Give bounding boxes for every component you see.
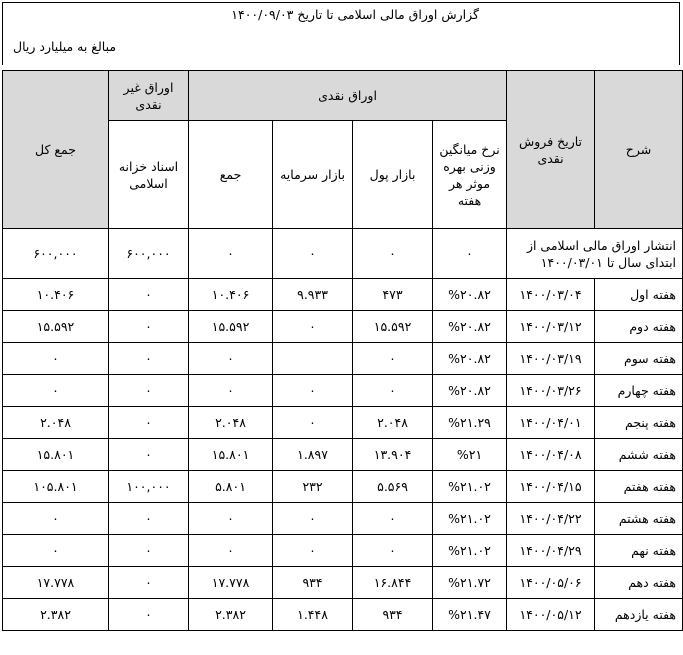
cell-grand-total: ۶۰۰,۰۰۰ xyxy=(3,229,109,279)
cell-sale-date: ۱۴۰۰/۰۳/۱۲ xyxy=(507,311,595,343)
cell-treasury-bonds: ۰ xyxy=(109,599,189,631)
cell-rate: %۲۱.۷۲ xyxy=(433,567,507,599)
cell-capital-market: ۹۳۴ xyxy=(273,567,353,599)
cell-grand-total: ۲.۳۸۲ xyxy=(3,599,109,631)
cell-grand-total: ۰ xyxy=(3,535,109,567)
cell-grand-total: ۱۷.۷۷۸ xyxy=(3,567,109,599)
cell-money-market: ۱۶.۸۴۴ xyxy=(353,567,433,599)
cell-cash-total: ۵.۸۰۱ xyxy=(189,471,273,503)
cell-capital-market: ۰ xyxy=(273,375,353,407)
cell-treasury-bonds: ۱۰۰,۰۰۰ xyxy=(109,471,189,503)
row-description: هفته اول xyxy=(595,279,683,311)
table-row xyxy=(3,471,683,503)
table-row xyxy=(3,407,683,439)
cell-grand-total: ۰ xyxy=(3,343,109,375)
cell-rate: ۰ xyxy=(433,229,507,279)
col-header-grand-total: جمع کل xyxy=(3,71,109,229)
cell-treasury-bonds: ۰ xyxy=(109,503,189,535)
cell-treasury-bonds: ۰ xyxy=(109,343,189,375)
cell-cash-total: ۰ xyxy=(189,375,273,407)
cell-sale-date: ۱۴۰۰/۰۳/۲۶ xyxy=(507,375,595,407)
cell-treasury-bonds: ۰ xyxy=(109,535,189,567)
col-header-sale-date: تاریخ فروش نقدی xyxy=(507,71,595,229)
row-description: هفته نهم xyxy=(595,535,683,567)
cell-treasury-bonds: ۰ xyxy=(109,407,189,439)
cell-cash-total: ۲.۳۸۲ xyxy=(189,599,273,631)
table-row-ytd xyxy=(3,229,683,279)
cell-money-market: ۰ xyxy=(353,375,433,407)
cell-rate: %۲۰.۸۲ xyxy=(433,279,507,311)
report-sheet xyxy=(2,2,680,652)
cell-money-market: ۰ xyxy=(353,343,433,375)
col-header-treasury-bonds: اسناد خزانه اسلامی xyxy=(109,121,189,229)
cell-money-market: ۴۷۳ xyxy=(353,279,433,311)
securities-table xyxy=(2,70,683,631)
cell-sale-date: ۱۴۰۰/۰۴/۰۱ xyxy=(507,407,595,439)
cell-sale-date: ۱۴۰۰/۰۵/۱۲ xyxy=(507,599,595,631)
col-header-non-cash-securities: اوراق غیر نقدی xyxy=(109,71,189,121)
row-description: هفته دهم xyxy=(595,567,683,599)
cell-sale-date: ۱۴۰۰/۰۴/۱۵ xyxy=(507,471,595,503)
cell-treasury-bonds: ۰ xyxy=(109,439,189,471)
row-description: هفته یازدهم xyxy=(595,599,683,631)
cell-money-market: ۵.۵۶۹ xyxy=(353,471,433,503)
cell-cash-total: ۲.۰۴۸ xyxy=(189,407,273,439)
cell-rate: %۲۱.۲۹ xyxy=(433,407,507,439)
cell-treasury-bonds: ۶۰۰,۰۰۰ xyxy=(109,229,189,279)
row-description: انتشار اوراق مالی اسلامی از ابتدای سال تا ۱۴۰۰/۰۳/۰۱ xyxy=(507,229,683,279)
table-row xyxy=(3,343,683,375)
cell-grand-total: ۱۰.۴۰۶ xyxy=(3,279,109,311)
cell-cash-total: ۱۵.۸۰۱ xyxy=(189,439,273,471)
table-row xyxy=(3,535,683,567)
cell-grand-total: ۱۰۵.۸۰۱ xyxy=(3,471,109,503)
cell-grand-total: ۰ xyxy=(3,503,109,535)
row-description: هفته چهارم xyxy=(595,375,683,407)
cell-cash-total: ۰ xyxy=(189,535,273,567)
col-header-cash-total: جمع xyxy=(189,121,273,229)
cell-grand-total: ۲.۰۴۸ xyxy=(3,407,109,439)
cell-sale-date: ۱۴۰۰/۰۴/۰۸ xyxy=(507,439,595,471)
col-header-description: شرح xyxy=(595,71,683,229)
cell-money-market: ۰ xyxy=(353,535,433,567)
row-description: هفته سوم xyxy=(595,343,683,375)
report-title: گزارش اوراق مالی اسلامی تا تاریخ ۱۴۰۰/۰۹/۰۳ xyxy=(231,7,479,22)
cell-capital-market: ۰ xyxy=(273,535,353,567)
cell-capital-market: ۲۳۲ xyxy=(273,471,353,503)
cell-treasury-bonds: ۰ xyxy=(109,279,189,311)
cell-grand-total: ۱۵.۵۹۲ xyxy=(3,311,109,343)
table-row xyxy=(3,567,683,599)
cell-rate: %۲۰.۸۲ xyxy=(433,375,507,407)
cell-capital-market: ۱.۴۴۸ xyxy=(273,599,353,631)
cell-capital-market: ۰ xyxy=(273,311,353,343)
cell-capital-market: ۹.۹۳۳ xyxy=(273,279,353,311)
cell-grand-total: ۰ xyxy=(3,375,109,407)
col-header-money-market: بازار پول xyxy=(353,121,433,229)
cell-sale-date: ۱۴۰۰/۰۳/۰۴ xyxy=(507,279,595,311)
row-description: هفته هفتم xyxy=(595,471,683,503)
row-description: هفته ششم xyxy=(595,439,683,471)
table-row xyxy=(3,503,683,535)
cell-rate: %۲۰.۸۲ xyxy=(433,311,507,343)
cell-rate: %۲۱.۰۲ xyxy=(433,471,507,503)
table-row xyxy=(3,279,683,311)
cell-money-market: ۱۵.۵۹۲ xyxy=(353,311,433,343)
row-description: هفته دوم xyxy=(595,311,683,343)
col-header-cash-securities: اوراق نقدی xyxy=(189,71,507,121)
cell-cash-total: ۰ xyxy=(189,343,273,375)
cell-capital-market: ۰ xyxy=(273,407,353,439)
cell-treasury-bonds: ۰ xyxy=(109,311,189,343)
cell-money-market: ۲.۰۴۸ xyxy=(353,407,433,439)
cell-treasury-bonds: ۰ xyxy=(109,375,189,407)
cell-money-market: ۱۳.۹۰۴ xyxy=(353,439,433,471)
cell-capital-market: ۰ xyxy=(273,503,353,535)
cell-sale-date: ۱۴۰۰/۰۳/۱۹ xyxy=(507,343,595,375)
cell-capital-market: ۰ xyxy=(273,229,353,279)
cell-cash-total: ۱۵.۵۹۲ xyxy=(189,311,273,343)
table-row xyxy=(3,375,683,407)
cell-rate: %۲۱.۰۲ xyxy=(433,503,507,535)
cell-sale-date: ۱۴۰۰/۰۴/۲۲ xyxy=(507,503,595,535)
row-description: هفته هشتم xyxy=(595,503,683,535)
cell-rate: %۲۰.۸۲ xyxy=(433,343,507,375)
row-description: هفته پنجم xyxy=(595,407,683,439)
cell-money-market: ۹۳۴ xyxy=(353,599,433,631)
cell-sale-date: ۱۴۰۰/۰۵/۰۶ xyxy=(507,567,595,599)
cell-cash-total: ۰ xyxy=(189,229,273,279)
table-row xyxy=(3,599,683,631)
col-header-capital-market: بازار سرمایه xyxy=(273,121,353,229)
report-unit: مبالغ به میلیارد ریال xyxy=(13,39,117,54)
cell-grand-total: ۱۵.۸۰۱ xyxy=(3,439,109,471)
table-row xyxy=(3,311,683,343)
cell-cash-total: ۱۷.۷۷۸ xyxy=(189,567,273,599)
table-row xyxy=(3,439,683,471)
col-header-weighted-rate: نرخ میانگین وزنی بهره موثر هر هفته xyxy=(433,121,507,229)
report-header xyxy=(2,2,680,65)
cell-money-market: ۰ xyxy=(353,229,433,279)
cell-treasury-bonds: ۰ xyxy=(109,567,189,599)
cell-cash-total: ۰ xyxy=(189,503,273,535)
cell-rate: %۲۱.۰۲ xyxy=(433,535,507,567)
cell-money-market: ۰ xyxy=(353,503,433,535)
cell-rate: %۲۱.۴۷ xyxy=(433,599,507,631)
cell-capital-market: ۱.۸۹۷ xyxy=(273,439,353,471)
cell-capital-market xyxy=(273,343,353,375)
cell-cash-total: ۱۰.۴۰۶ xyxy=(189,279,273,311)
cell-rate: %۲۱ xyxy=(433,439,507,471)
cell-sale-date: ۱۴۰۰/۰۴/۲۹ xyxy=(507,535,595,567)
